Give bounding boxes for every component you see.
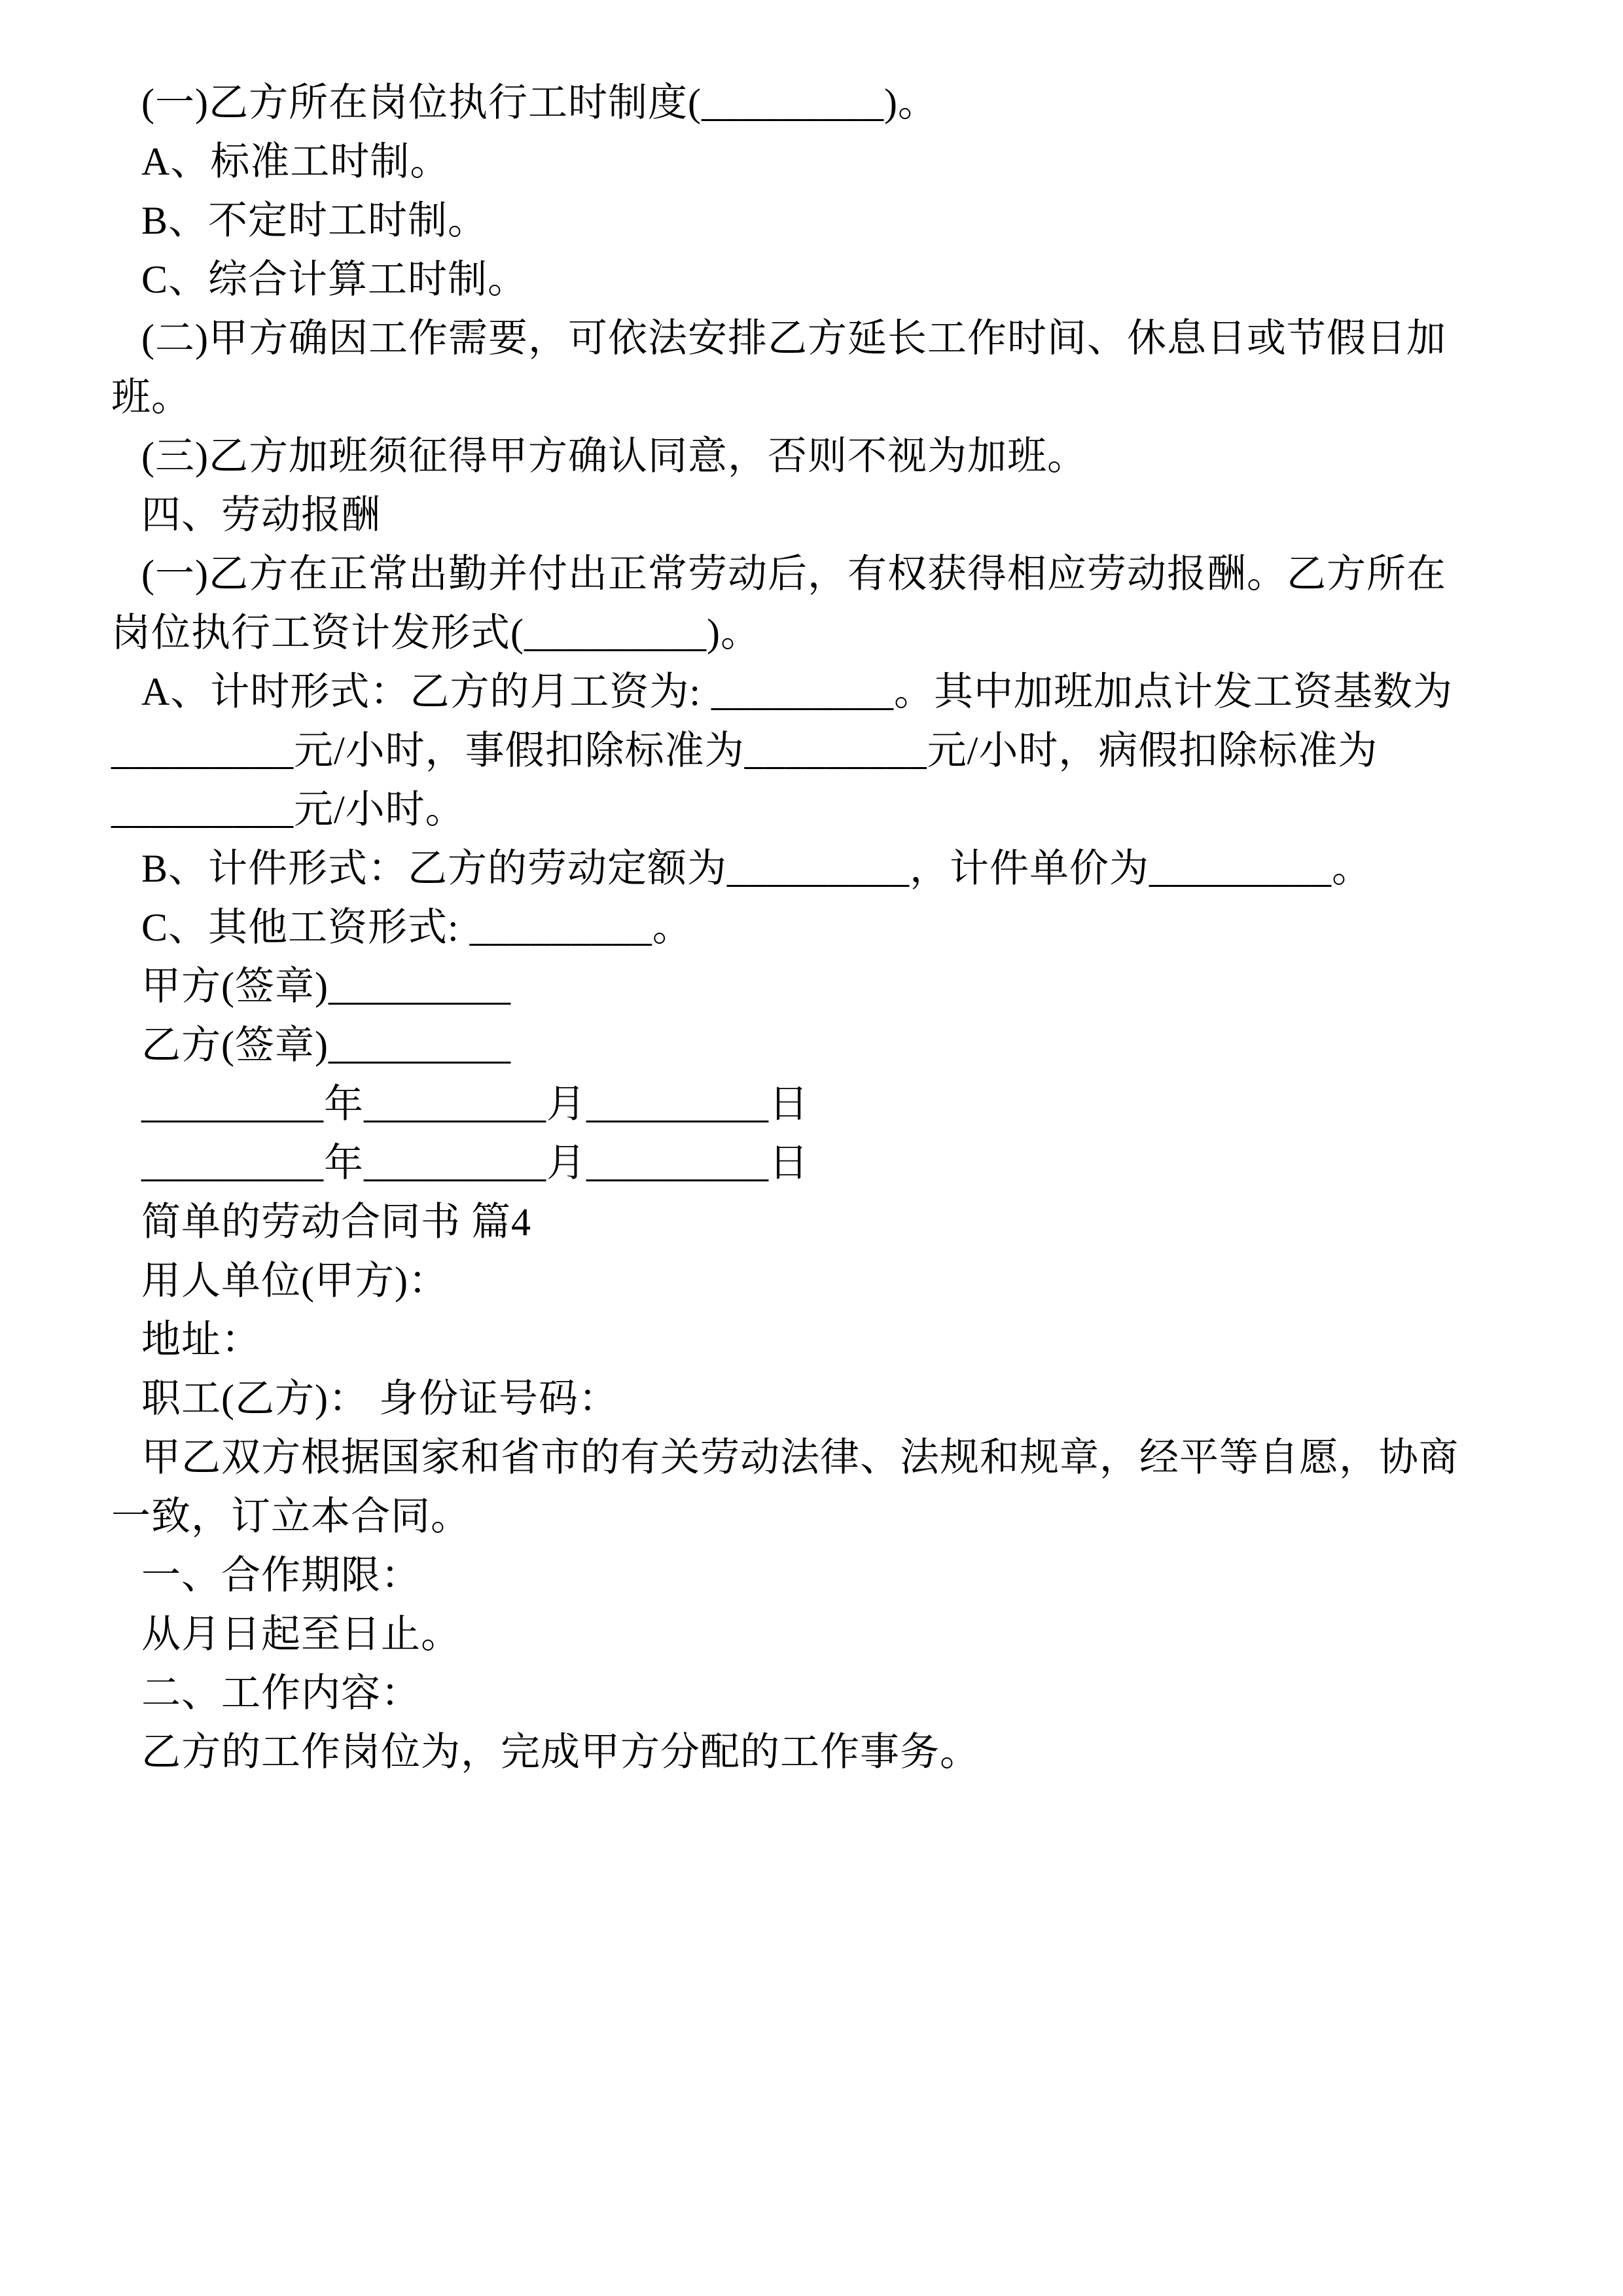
contract-date-line-1: _________年_________月_________日: [141, 1083, 809, 1126]
contract-line-pay-clause: (一)乙方在正常出勤并付出正常劳动后，有权获得相应劳动报酬。乙方所在: [141, 552, 1446, 596]
contract-line-employer: 用人单位(甲方)：: [141, 1259, 448, 1302]
contract-line-employee-id: 职工(乙方)： 身份证号码：: [141, 1377, 618, 1420]
contract-line-option-b: B、不定时工时制。: [141, 199, 488, 242]
contract-signature-party-b: 乙方(签章)_________: [141, 1024, 511, 1067]
contract-line-other-form: C、其他工资形式: _________。: [141, 906, 692, 949]
contract-line-address: 地址：: [141, 1318, 261, 1361]
contract-line-agreement-basis: 甲乙双方根据国家和省市的有关劳动法律、法规和规章，经平等自愿，协商: [141, 1436, 1459, 1479]
contract-line-agreement-basis-cont: 一致，订立本合同。: [111, 1495, 471, 1538]
contract-heading-work-content: 二、工作内容：: [141, 1672, 421, 1715]
contract-line-option-a: A、标准工时制。: [141, 140, 450, 183]
contract-line-work-duty: 乙方的工作岗位为，完成甲方分配的工作事务。: [141, 1731, 980, 1774]
contract-heading-term: 一、合作期限：: [141, 1554, 421, 1597]
contract-line-term-dates: 从月日起至日止。: [141, 1613, 461, 1656]
contract-heading-labor-pay: 四、劳动报酬: [141, 493, 381, 537]
contract-line-option-c: C、综合计算工时制。: [141, 258, 528, 301]
contract-line-pay-clause-cont: 岗位执行工资计发形式(_________)。: [111, 611, 760, 655]
contract-line-piecework-form: B、计件形式：乙方的劳动定额为_________，计件单价为_________。: [141, 847, 1372, 890]
contract-signature-party-a: 甲方(签章)_________: [141, 965, 511, 1008]
contract-line-overtime-clause: (二)甲方确因工作需要，可依法安排乙方延长工作时间、休息日或节假日加: [141, 317, 1446, 360]
contract-body: [111, 73, 1512, 1782]
contract-line-worktime-clause: (一)乙方所在岗位执行工时制度(_________)。: [141, 81, 938, 124]
contract-date-line-2: _________年_________月_________日: [141, 1141, 809, 1185]
contract-line-overtime-clause-cont: 班。: [111, 376, 191, 419]
contract-line-hourly-form-cont2: _________元/小时。: [111, 788, 465, 831]
contract-line-hourly-form: A、计时形式：乙方的月工资为: _________。其中加班加点计发工资基数为: [141, 670, 1453, 713]
contract-line-hourly-form-cont1: _________元/小时，事假扣除标准为_________元/小时，病假扣除标准为: [111, 729, 1378, 772]
contract-section-title: 简单的劳动合同书 篇4: [141, 1200, 531, 1244]
contract-line-overtime-consent: (三)乙方加班须征得甲方确认同意，否则不视为加班。: [141, 435, 1087, 478]
